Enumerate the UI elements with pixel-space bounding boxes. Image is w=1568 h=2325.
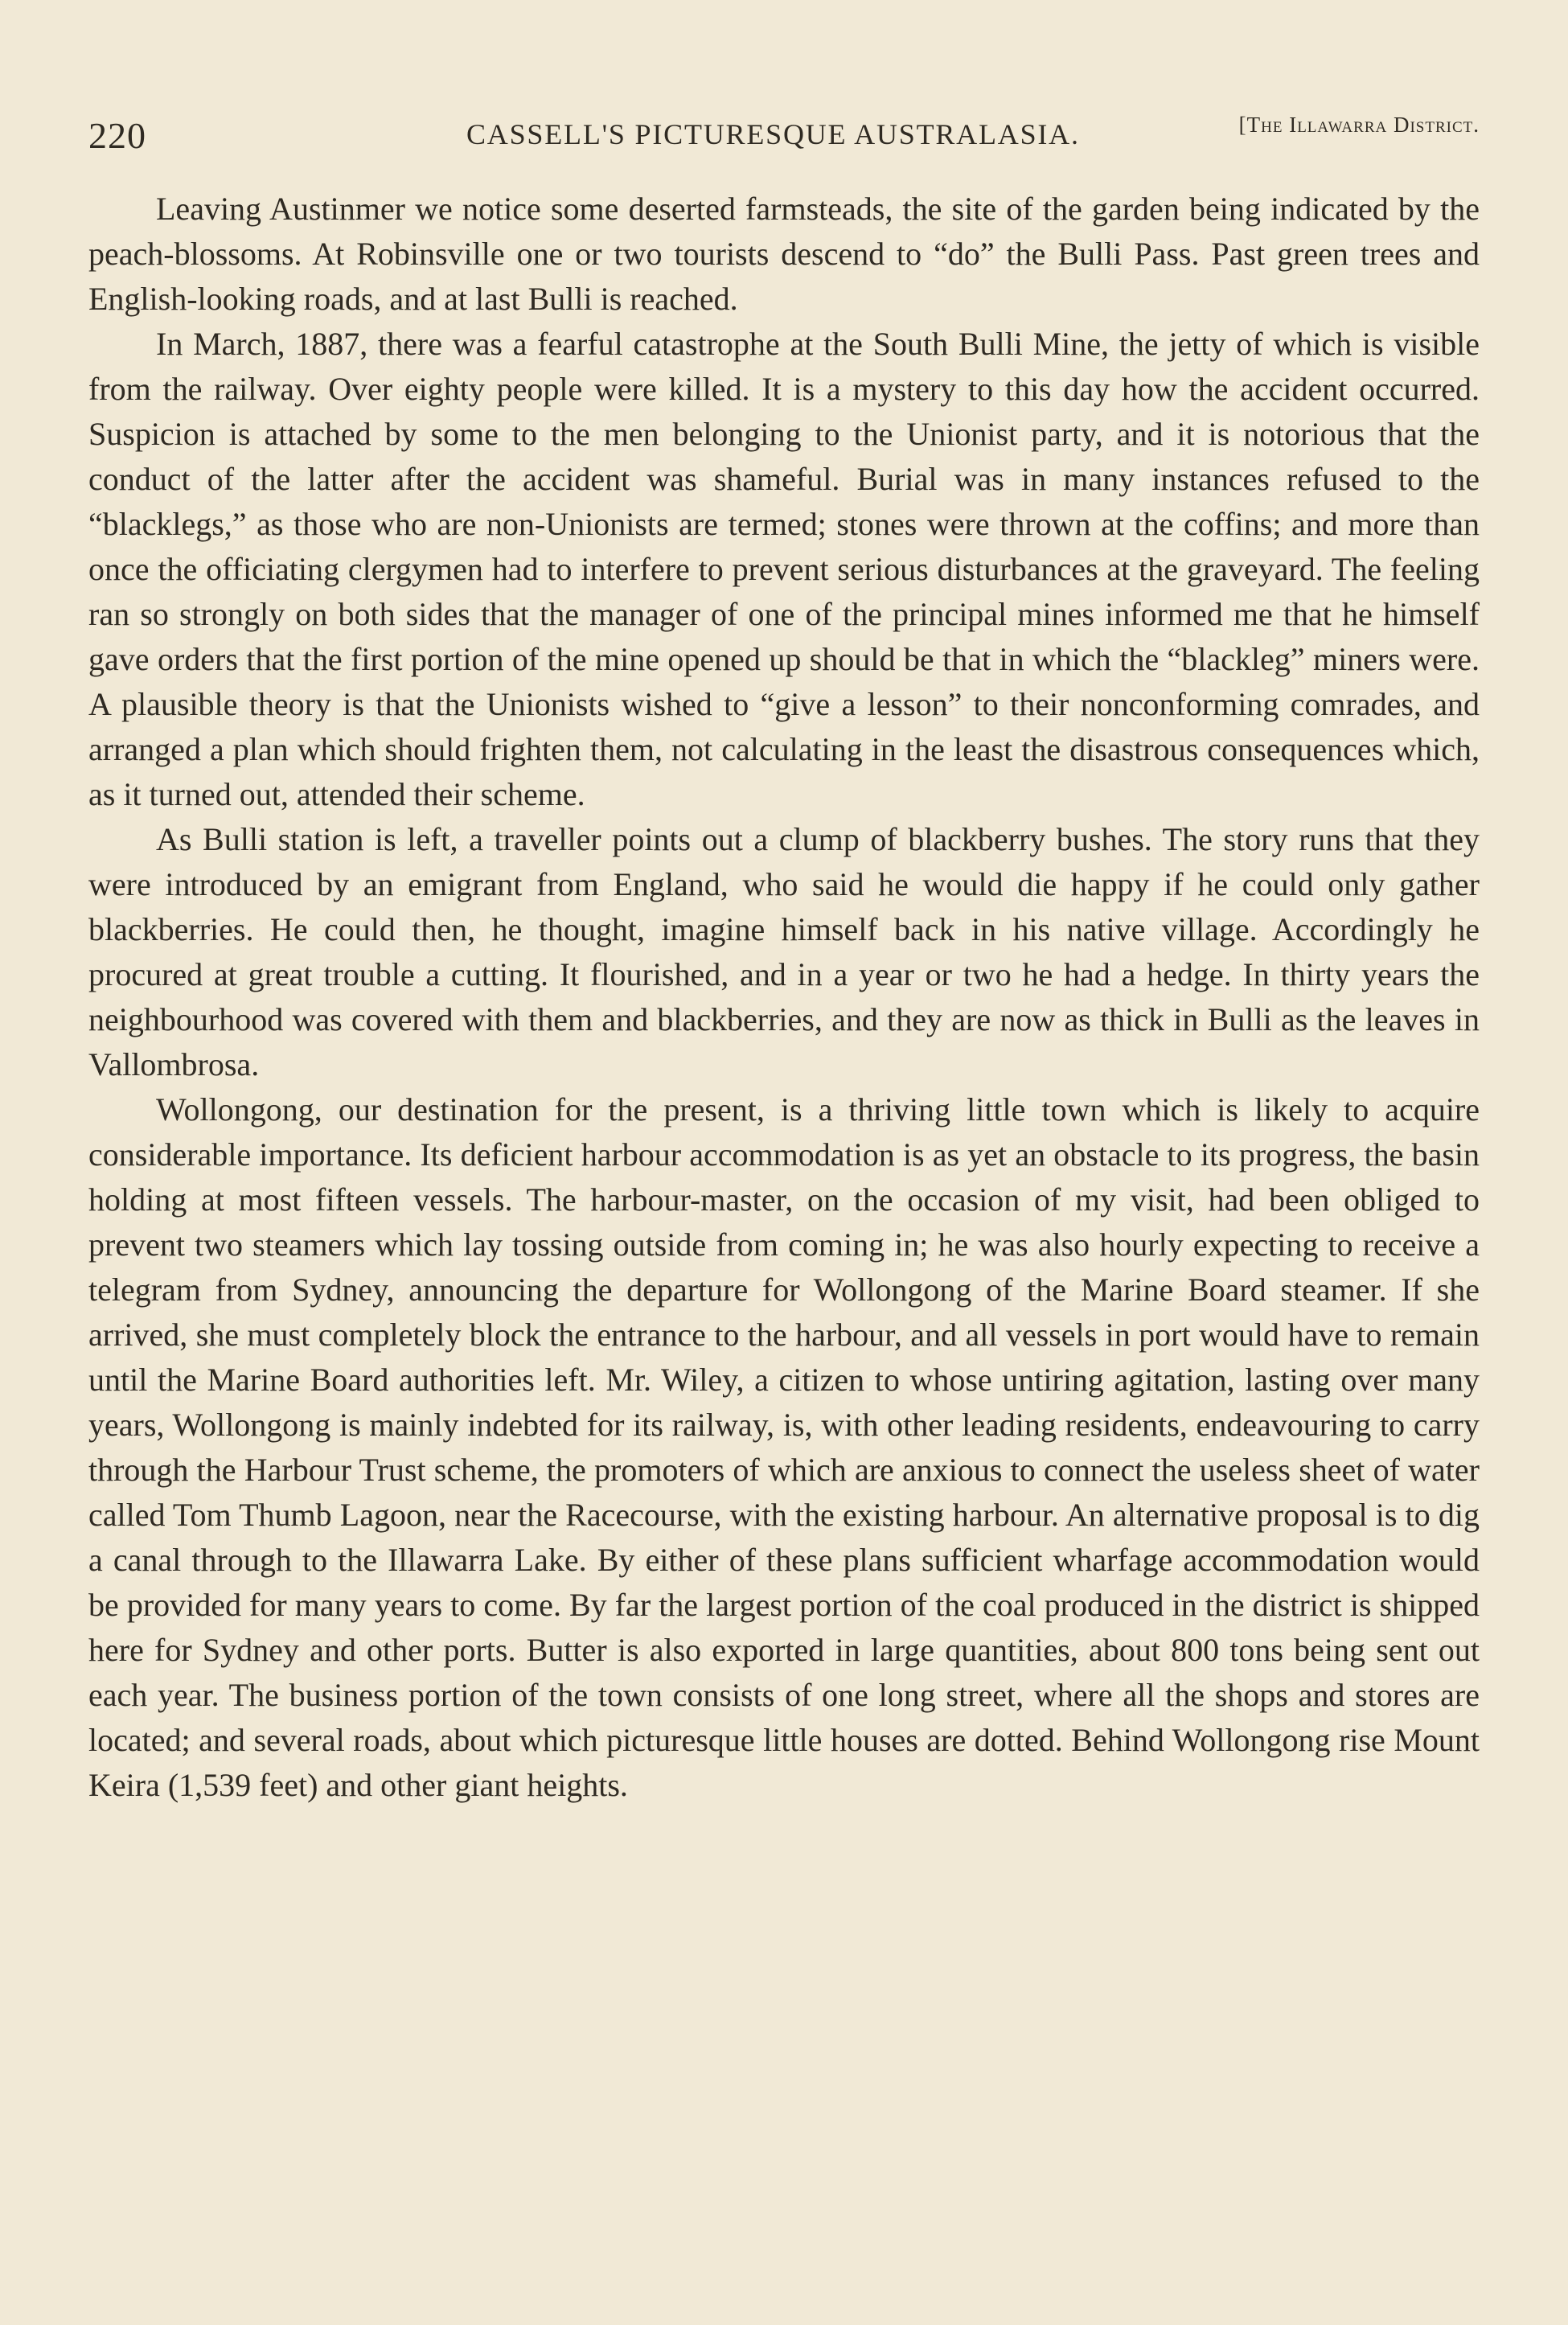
- book-page: [88, 103, 1480, 1808]
- paragraph-austinmer: Leaving Austinmer we notice some deserted farmsteads, the site of the garden being indicated by the peach-blossoms. At Robinsville one or two tourists descend to “do” the Bulli Pass. Past green trees and English-looking roads, and at last Bulli is reached.: [88, 191, 1480, 317]
- running-header: [88, 103, 1480, 167]
- paragraph-bulli-mine-catastrophe: In March, 1887, there was a fearful catastrophe at the South Bulli Mine, the jetty of which is visible from the railway. Over eighty people were killed. It is a mystery to this day how the accident occurred. Suspicion is attached by some to the men belonging to the Unionist party, and it is notorious that the conduct of the latter after the accident was shameful. Burial was in many instances refused to the “blacklegs,” as those who are non-Unionists are termed; stones were thrown at the coffins; and more than once the officiating clergymen had to interfere to prevent serious disturbances at the graveyard. The feeling ran so strongly on both sides that the manager of one of the principal mines informed me that he himself gave orders that the first portion of the mine opened up should be that in which the “blackleg” miners were. A plausible theory is that the Unionists wished to “give a lesson” to their nonconforming comrades, and arranged a plan which should frighten them, not calculating in the least the disastrous consequences which, as it turned out, attended their scheme.: [88, 326, 1480, 812]
- book-title: CASSELL'S PICTURESQUE AUSTRALASIA.: [466, 118, 1080, 150]
- page-number: 220: [88, 115, 146, 156]
- paragraph-wollongong: Wollongong, our destination for the present, is a thriving little town which is likely to acquire considerable importance. Its deficient harbour accommodation is as yet an obstacle to its progress, the basin holding at most fifteen vessels. The harbour-master, on the occasion of my visit, had been obliged to prevent two steamers which lay tossing outside from coming in; he was also hourly expecting to receive a telegram from Sydney, announcing the departure for Wollongong of the Marine Board steamer. If she arrived, she must completely block the entrance to the harbour, and all vessels in port would have to remain until the Marine Board authorities left. Mr. Wiley, a citizen to whose untiring agitation, lasting over many years, Wollongong is mainly indebted for its railway, is, with other leading residents, endeavouring to carry through the Harbour Trust scheme, the promoters of which are anxious to connect the useless sheet of water called Tom Thumb Lagoon, near the Racecourse, with the existing harbour. An alternative proposal is to dig a canal through to the Illawarra Lake. By either of these plans sufficient wharfage accommodation would be provided for many years to come. By far the largest portion of the coal produced in the district is shipped here for Sydney and other ports. Butter is also exported in large quantities, about 800 tons being sent out each year. The business portion of the town consists of one long street, where all the shops and stores are located; and several roads, about which picturesque little houses are dotted. Behind Wollongong rise Mount Keira (1,539 feet) and other giant heights.: [88, 1091, 1480, 1803]
- section-title: [The Illawarra District.: [1238, 113, 1480, 137]
- paragraph-blackberry-bushes: As Bulli station is left, a traveller points out a clump of blackberry bushes. The story runs that they were introduced by an emigrant from England, who said he would die happy if he could only gather blackberries. He could then, he thought, imagine himself back in his native village. Accordingly he procured at great trouble a cutting. It flourished, and in a year or two he had a hedge. In thirty years the neighbourhood was covered with them and blackberries, and they are now as thick in Bulli as the leaves in Vallombrosa.: [88, 821, 1480, 1082]
- body-text: [88, 187, 1480, 1808]
